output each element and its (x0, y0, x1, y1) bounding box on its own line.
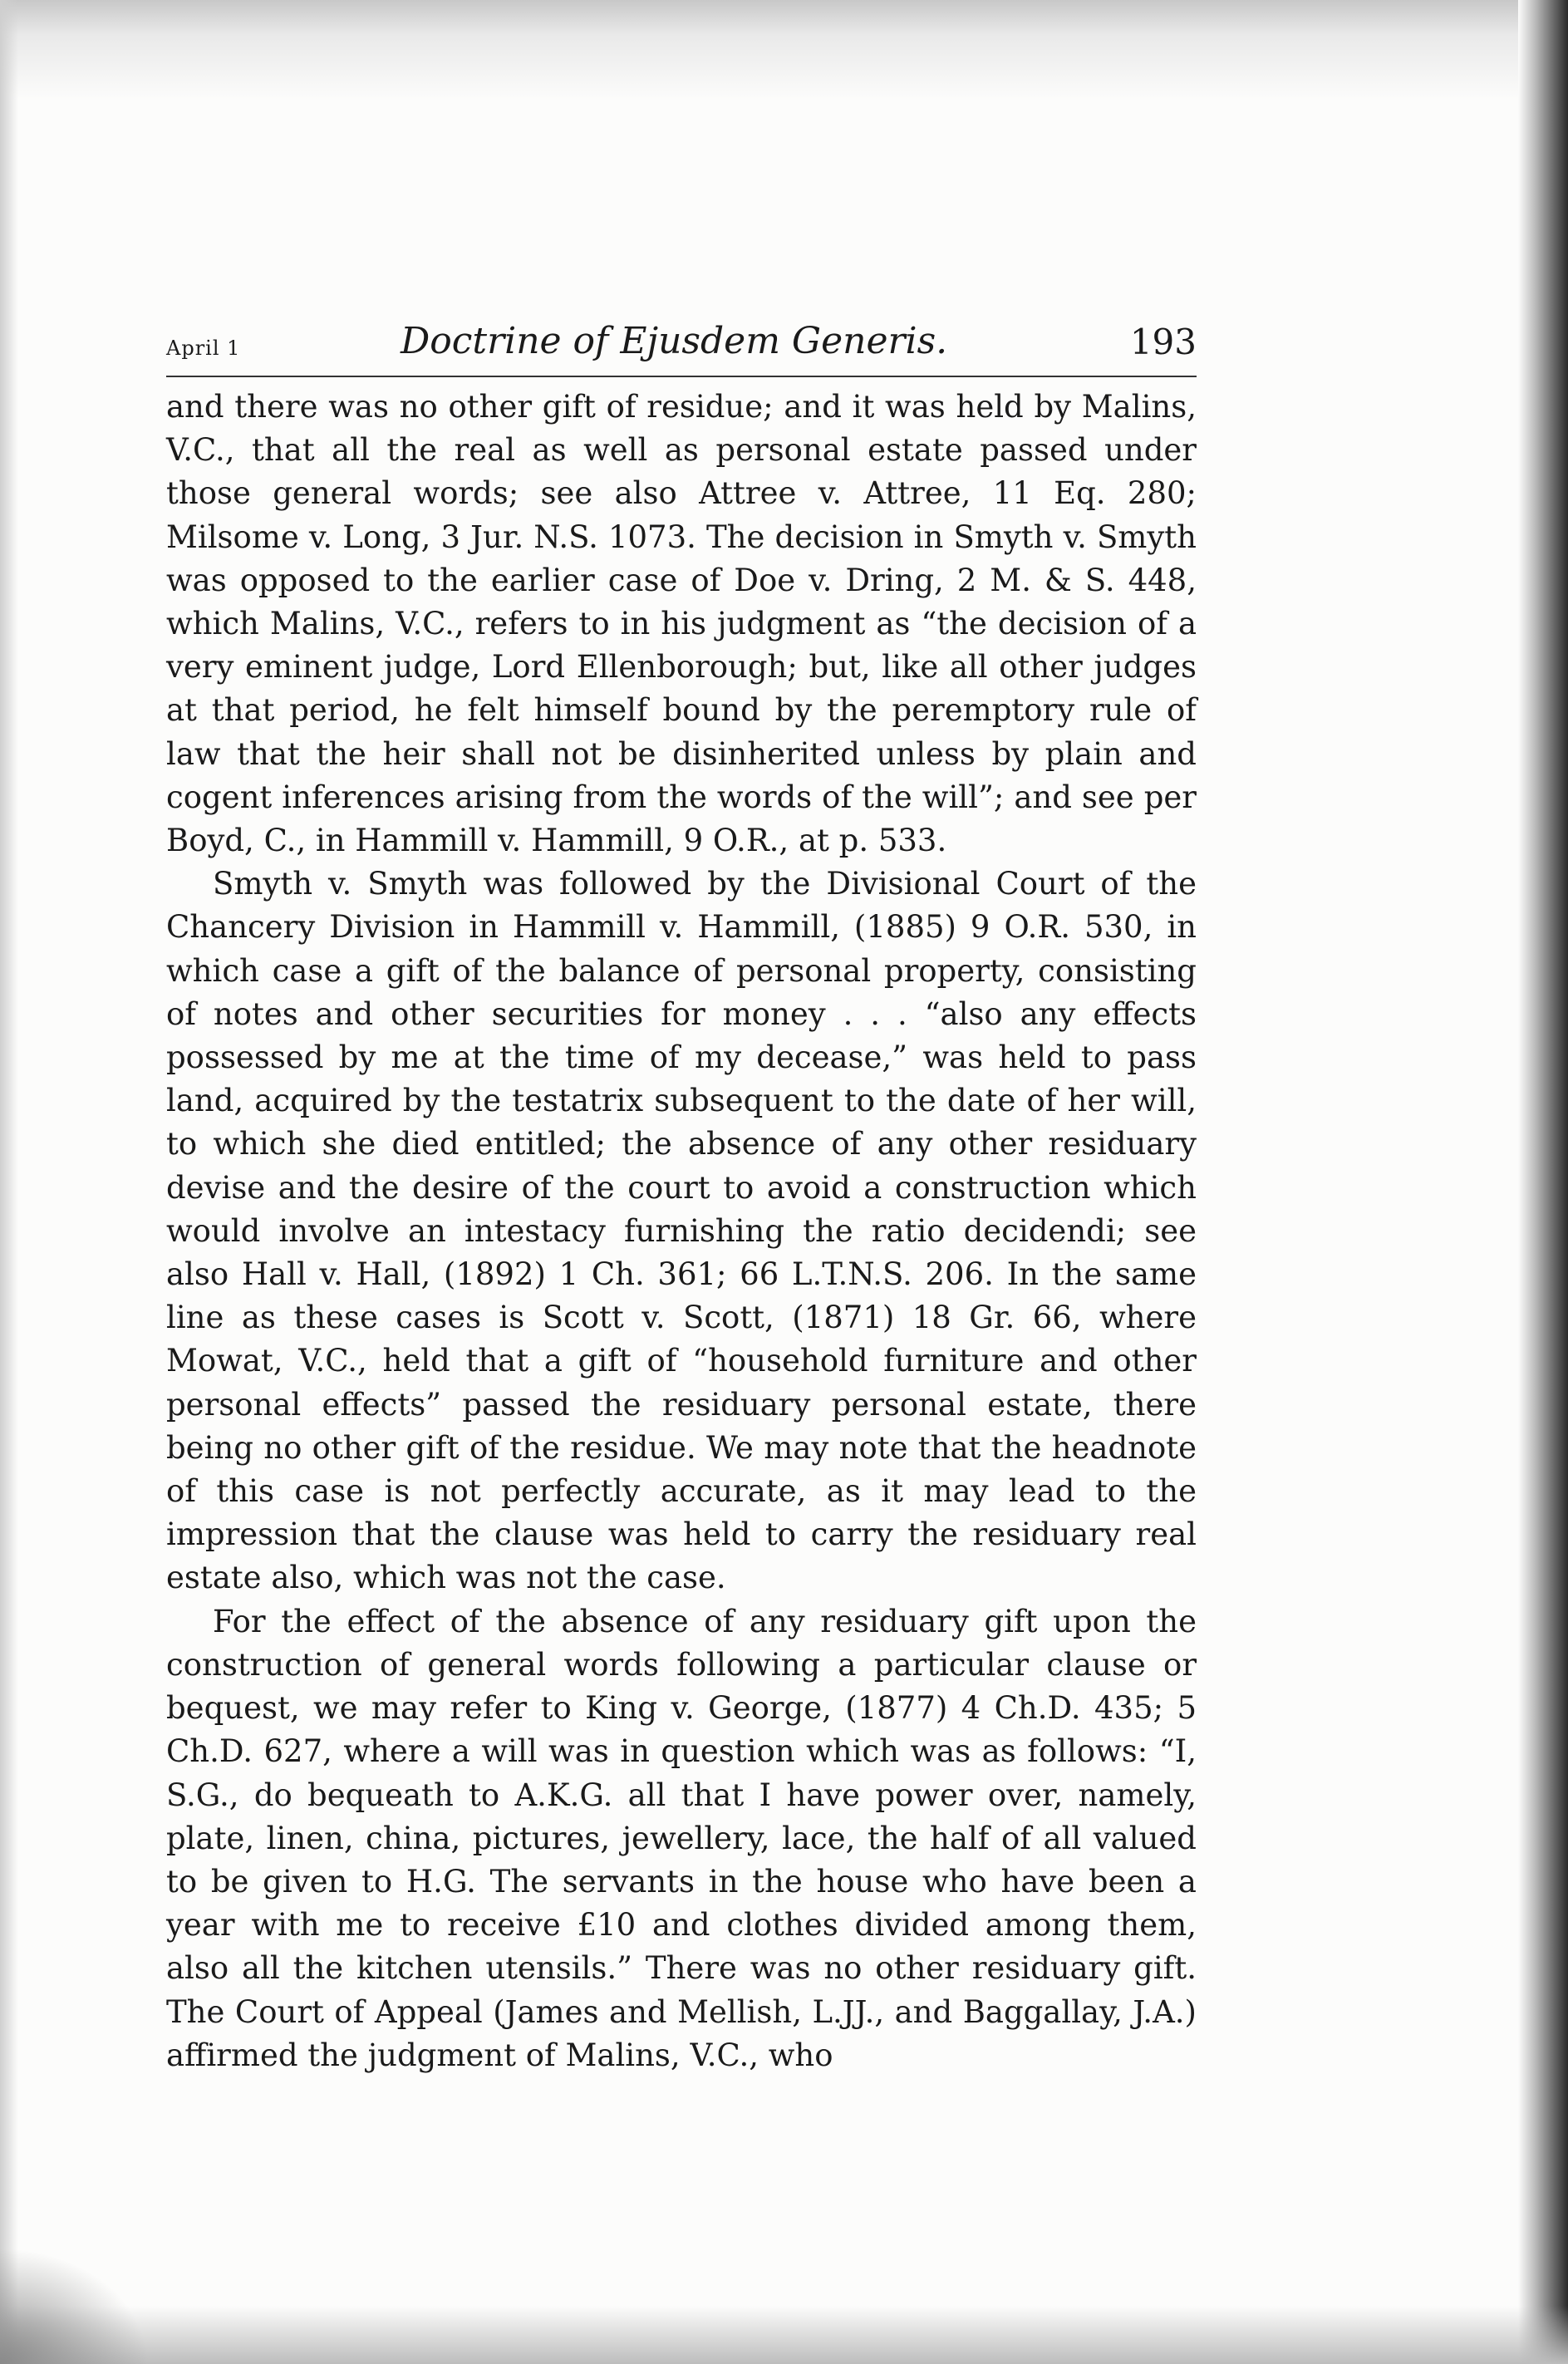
page-number: 193 (1129, 322, 1197, 362)
running-header (166, 320, 1197, 370)
scan-edge-top (0, 0, 1568, 100)
scan-corner-shadow (0, 2248, 150, 2364)
scan-edge-bottom (0, 2306, 1568, 2364)
scan-edge-left (0, 0, 18, 2364)
scan-edge-right (1518, 0, 1568, 2364)
header-title: Doctrine of Ejusdem Generis. (401, 320, 948, 362)
header-month: April 1 (166, 337, 241, 360)
paragraph-1: and there was no other gift of residue; and it was held by Malins, V.C., that all the real as well as personal estate passed under those general words; see also Attree v. Attree, 11 Eq. 280; Milsome v. Long, 3 Jur. N.S. 1073. The decision in Smyth v. Smyth was opposed to the earlier case of Doe v. Dring, 2 M. & S. 448, which Malins, V.C., refers to in his judgment as “the decision of a very eminent judge, Lord Ellenborough; but, like all other judges at that period, he felt himself bound by the peremptory rule of law that the heir shall not be disinherited unless by plain and cogent inferences arising from the words of the will”; and see per Boyd, C., in Hammill v. Hammill, 9 O.R., at p. 533. (166, 389, 1197, 859)
paragraph-2: Smyth v. Smyth was followed by the Divisional Court of the Chancery Division in Hammill v. Hammill, (1885) 9 O.R. 530, in which case a gift of the balance of personal property, consisting of notes and other securities for money . . . “also any effects possessed by me at the time of my decease,” was held to pass land, acquired by the testatrix subsequent to the date of her will, to which she died entitled; the absence of any other residuary devise and the desire of the court to avoid a construction which would involve an intestacy furnishing the ratio decidendi; see also Hall v. Hall, (1892) 1 Ch. 361; 66 L.T.N.S. 206. In the same line as these cases is Scott v. Scott, (1871) 18 Gr. 66, where Mowat, V.C., held that a gift of “household furniture and other personal effects” passed the residuary personal estate, there being no other gift of the residue. We may note that the headnote of this case is not perfectly accurate, as it may lead to the impression that the clause was held to carry the residuary real estate also, which was not the case. (166, 866, 1197, 1596)
header-rule (166, 376, 1197, 377)
body-text (166, 386, 1197, 2077)
paragraph-3: For the effect of the absence of any residuary gift upon the construction of general words following a particular clause or bequest, we may refer to King v. George, (1877) 4 Ch.D. 435; 5 Ch.D. 627, where a will was in question which was as follows: “I, S.G., do bequeath to A.K.G. all that I have power over, namely, plate, linen, china, pictures, jewellery, lace, the half of all valued to be given to H.G. The servants in the house who have been a year with me to receive £10 and clothes divided among them, also all the kitchen utensils.” There was no other residuary gift. The Court of Appeal (James and Mellish, L.JJ., and Baggallay, J.A.) affirmed the judgment of Malins, V.C., who (166, 1603, 1197, 2073)
